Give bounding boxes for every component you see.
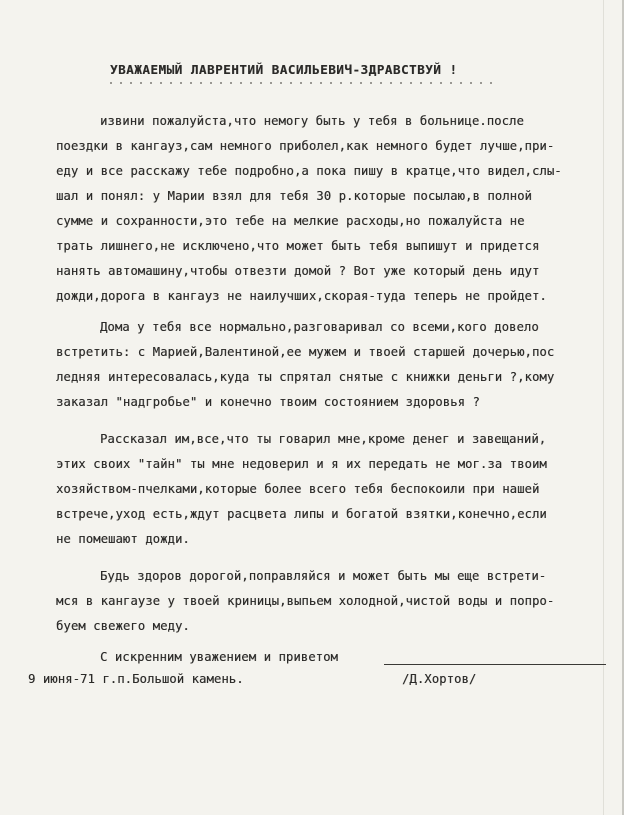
- letter-line: шал и понял: у Марии взял для тебя 30 р.которые посылаю,в полной: [56, 189, 532, 203]
- letter-line: мся в кангаузе у твоей криницы,выпьем холодной,чистой воды и попро-: [56, 594, 555, 608]
- letter-line: поездки в кангауз,сам немного приболел,как немного будет лучше,при-: [56, 139, 555, 153]
- letter-line: извини пожалуйста,что немогу быть у тебя в больнице.после: [100, 114, 524, 128]
- letter-line: нанять автомашину,чтобы отвезти домой ? Вот уже который день идут: [56, 264, 540, 278]
- letter-line: этих своих "тайн" ты мне недоверил и я их передать не мог.за твоим: [56, 457, 547, 471]
- letter-line: не помешают дожди.: [56, 532, 190, 546]
- letter-line: Будь здоров дорогой,поправляйся и может быть мы еще встрети-: [100, 569, 547, 583]
- letter-line: трать лишнего,не исключено,что может быть тебя выпишут и придется: [56, 239, 540, 253]
- letter-line: встрече,уход есть,ждут расцвета липы и богатой взятки,конечно,если: [56, 507, 547, 521]
- signature: /Д.Хортов/: [402, 672, 477, 686]
- letter-line: сумме и сохранности,это тебе на мелкие расходы,но пожалуйста не: [56, 214, 525, 228]
- letter-line: хозяйством-пчелками,которые более всего тебя беспокоили при нашей: [56, 482, 540, 496]
- letter-line: буем свежего меду.: [56, 619, 190, 633]
- date-place: 9 июня-71 г.п.Большой камень.: [28, 672, 244, 686]
- letter-line: заказал "надгробье" и конечно твоим состоянием здоровья ?: [56, 395, 480, 409]
- closing-text: С искренним уважением и приветом: [100, 650, 338, 664]
- letter-title: УВАЖАЕМЫЙ ЛАВРЕНТИЙ ВАСИЛЬЕВИЧ-ЗДРАВСТВУЙ !: [110, 62, 458, 77]
- letter-line: дожди,дорога в кангауз не наилучших,скорая-туда теперь не пройдет.: [56, 289, 547, 303]
- letter-line: Дома у тебя все нормально,разговаривал со всеми,кого довело: [100, 320, 539, 334]
- paper-fold: [603, 0, 604, 815]
- letter-line: ледняя интересовалась,куда ты спрятал снятые с книжки деньги ?,кому: [56, 370, 555, 384]
- title-underline: [110, 82, 500, 84]
- letter-line: еду и все расскажу тебе подробно,а пока пишу в кратце,что видел,слы-: [56, 164, 562, 178]
- letter-line: встретить: с Марией,Валентиной,ее мужем и твоей старшей дочерью,пос: [56, 345, 555, 359]
- letter-line: Рассказал им,все,что ты говарил мне,кроме денег и завещаний,: [100, 432, 547, 446]
- signature-underline: [384, 664, 606, 665]
